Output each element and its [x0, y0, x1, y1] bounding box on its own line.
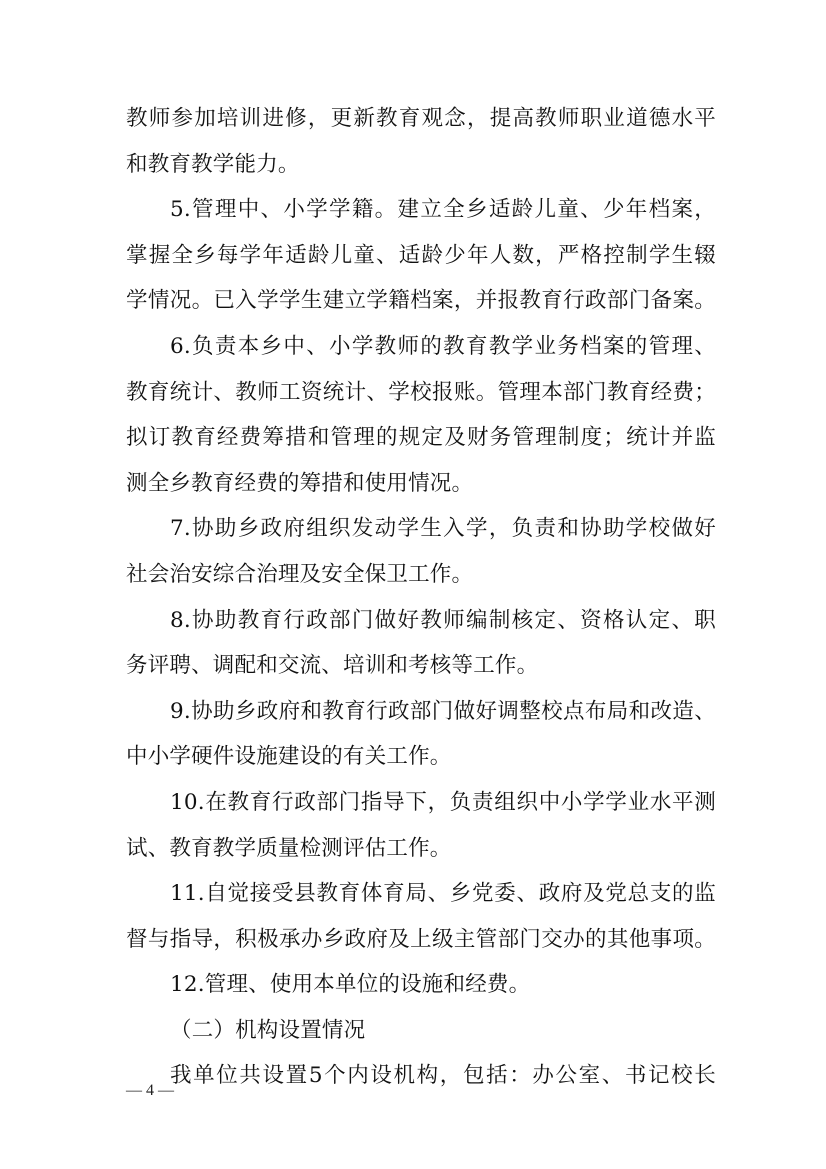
text-line: 测全乡教育经费的筹措和使用情况。	[126, 470, 474, 496]
text-line: 掌握全乡每学年适龄儿童、适龄少年人数，严格控制学生辍	[126, 242, 716, 268]
text-line: 6.负责本乡中、小学教师的教育教学业务档案的管理、	[170, 333, 716, 359]
text-line: 试、教育教学质量检测评估工作。	[126, 835, 452, 861]
text-line: 拟订教育经费筹措和管理的规定及财务管理制度；统计并监	[126, 425, 716, 451]
text-line: 12.管理、使用本单位的设施和经费。	[170, 972, 531, 998]
page-number: — 4 —	[126, 1082, 174, 1099]
text-line: 社会治安综合治理及安全保卫工作。	[126, 561, 474, 587]
text-line: 11.自觉接受县教育体育局、乡党委、政府及党总支的监	[170, 881, 716, 907]
text-line: 8.协助教育行政部门做好教师编制核定、资格认定、职	[170, 607, 716, 633]
section-heading: （二）机构设置情况	[170, 1017, 366, 1043]
text-line: 9.协助乡政府和教育行政部门做好调整校点布局和改造、	[170, 698, 716, 724]
document-body	[126, 96, 716, 1099]
text-line: 5.管理中、小学学籍。建立全乡适龄儿童、少年档案，	[170, 197, 716, 223]
text-line: 教育统计、教师工资统计、学校报账。管理本部门教育经费；	[126, 379, 716, 405]
text-line: 我单位共设置5个内设机构，包括：办公室、书记校长	[170, 1063, 716, 1089]
text-line: 学情况。已入学学生建立学籍档案，并报教育行政部门备案。	[126, 288, 716, 314]
text-line: 教师参加培训进修，更新教育观念，提高教师职业道德水平	[126, 106, 716, 131]
text-line: 和教育教学能力。	[126, 151, 300, 177]
text-line: 7.协助乡政府组织发动学生入学，负责和协助学校做好	[170, 516, 716, 542]
text-line: 中小学硬件设施建设的有关工作。	[126, 744, 452, 770]
text-line: 务评聘、调配和交流、培训和考核等工作。	[126, 653, 539, 679]
text-line: 督与指导，积极承办乡政府及上级主管部门交办的其他事项。	[126, 926, 716, 952]
text-line: 10.在教育行政部门指导下，负责组织中小学学业水平测	[170, 789, 716, 815]
